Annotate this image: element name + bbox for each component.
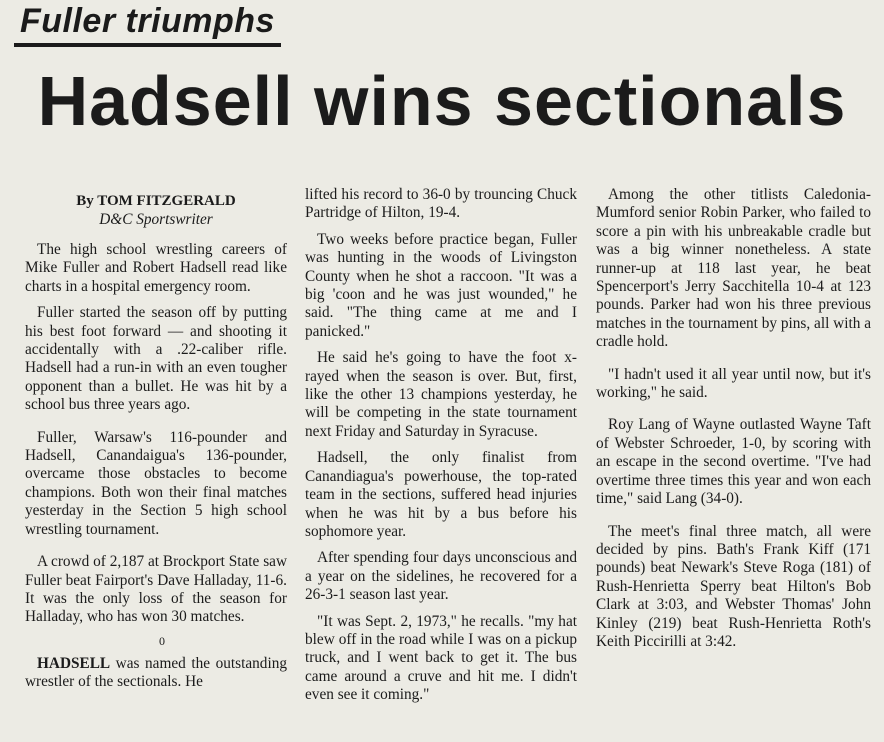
paragraph: Among the other titlists Caledonia-Mumford senior Robin Parker, who failed to score a pin with his unbreakable cradle but was a big winner nonetheless. A state runner-up at 118 last year, he beat Spencerport's Jerry Sacchitella 10-4 at 123 pounds. Parker had won his three previous matches in the tournament by pins, all with a cradle hold. — [596, 186, 871, 351]
paragraph: Two weeks before practice began, Fuller was hunting in the woods of Livingston County when he shot a raccoon. "It was a big 'coon and he was just wounded," he said. "The thing came at me and I panicked." — [305, 230, 577, 340]
paragraph — [25, 655, 287, 692]
byline-role: D&C Sportswriter — [99, 211, 213, 228]
byline — [25, 192, 287, 229]
paragraph: "It was Sept. 2, 1973," he recalls. "my hat blew off in the road while I was on a pickup truck, and I went back to get it. The bus came around a cruve and hit me. I didn't even see it coming." — [305, 612, 577, 704]
paragraph: lifted his record to 36-0 by trouncing Chuck Partridge of Hilton, 19-4. — [305, 186, 577, 222]
paragraph: The meet's final three match, all were decided by pins. Bath's Frank Kiff (171 pounds) beat Newark's Steve Roga (181) of Rush-Henrietta Sperry beat Hilton's Bob Clark at 3:03, and Webster Thomas' John Kinley (219) beat Rush-Henrietta Roth's Keith Piccirilli at 3:42. — [596, 522, 871, 650]
paragraph-text: was named the outstanding wrestler of the sectionals. He — [25, 654, 287, 691]
paragraph: Hadsell, the only finalist from Canandiagua's powerhouse, the top-rated team in the sections, suffered head injuries when he was hit by a bus before his sophomore year. — [305, 449, 577, 540]
byline-name: By TOM FITZGERALD — [76, 193, 236, 209]
paragraph: After spending four days unconscious and a year on the sidelines, he recovered for a 26-3-1 season last year. — [305, 549, 577, 604]
paragraph: The high school wrestling careers of Mike Fuller and Robert Hadsell read like charts in a hospital emergency room. — [25, 241, 287, 295]
paragraph: A crowd of 2,187 at Brockport State saw Fuller beat Fairport's Dave Halladay, 11-6. It was the only loss of the season for Halladay, who has won 30 matches. — [25, 553, 287, 626]
article-column-3 — [596, 186, 871, 659]
paragraph: He said he's going to have the foot x-rayed when the season is over. But, first, like the other 13 champions yesterday, he will be competing in the state tournament next Friday and Saturday in Syracuse. — [305, 349, 577, 440]
paragraph: Roy Lang of Wayne outlasted Wayne Taft of Webster Schroeder, 1-0, by scoring with an escape in the second overtime. "I've had overtime three times this year and won each time," said Lang (34-0). — [596, 416, 871, 508]
main-headline: Hadsell wins sectionals — [37, 62, 847, 140]
paragraph: "I hadn't used it all year until now, but it's working," he said. — [596, 365, 871, 402]
paragraph: Fuller started the season off by putting his best foot forward — and shooting it accidentally with a .22-caliber rifle. Hadsell had a run-in with an even tougher opponent than a bullet. He was hit by a school bus three years ago. — [25, 304, 287, 414]
separator-mark: 0 — [159, 633, 165, 648]
kicker-headline: Fuller triumphs — [14, 2, 281, 47]
article-column-1 — [25, 192, 287, 700]
paragraph-lead: HADSELL — [37, 654, 111, 672]
article-column-2 — [305, 186, 577, 713]
paragraph: Fuller, Warsaw's 116-pounder and Hadsell, Canandaigua's 136-pounder, overcame those obstacles to become champions. Both won their final matches yesterday in the Section 5 high school wrestling tournament. — [25, 428, 287, 538]
